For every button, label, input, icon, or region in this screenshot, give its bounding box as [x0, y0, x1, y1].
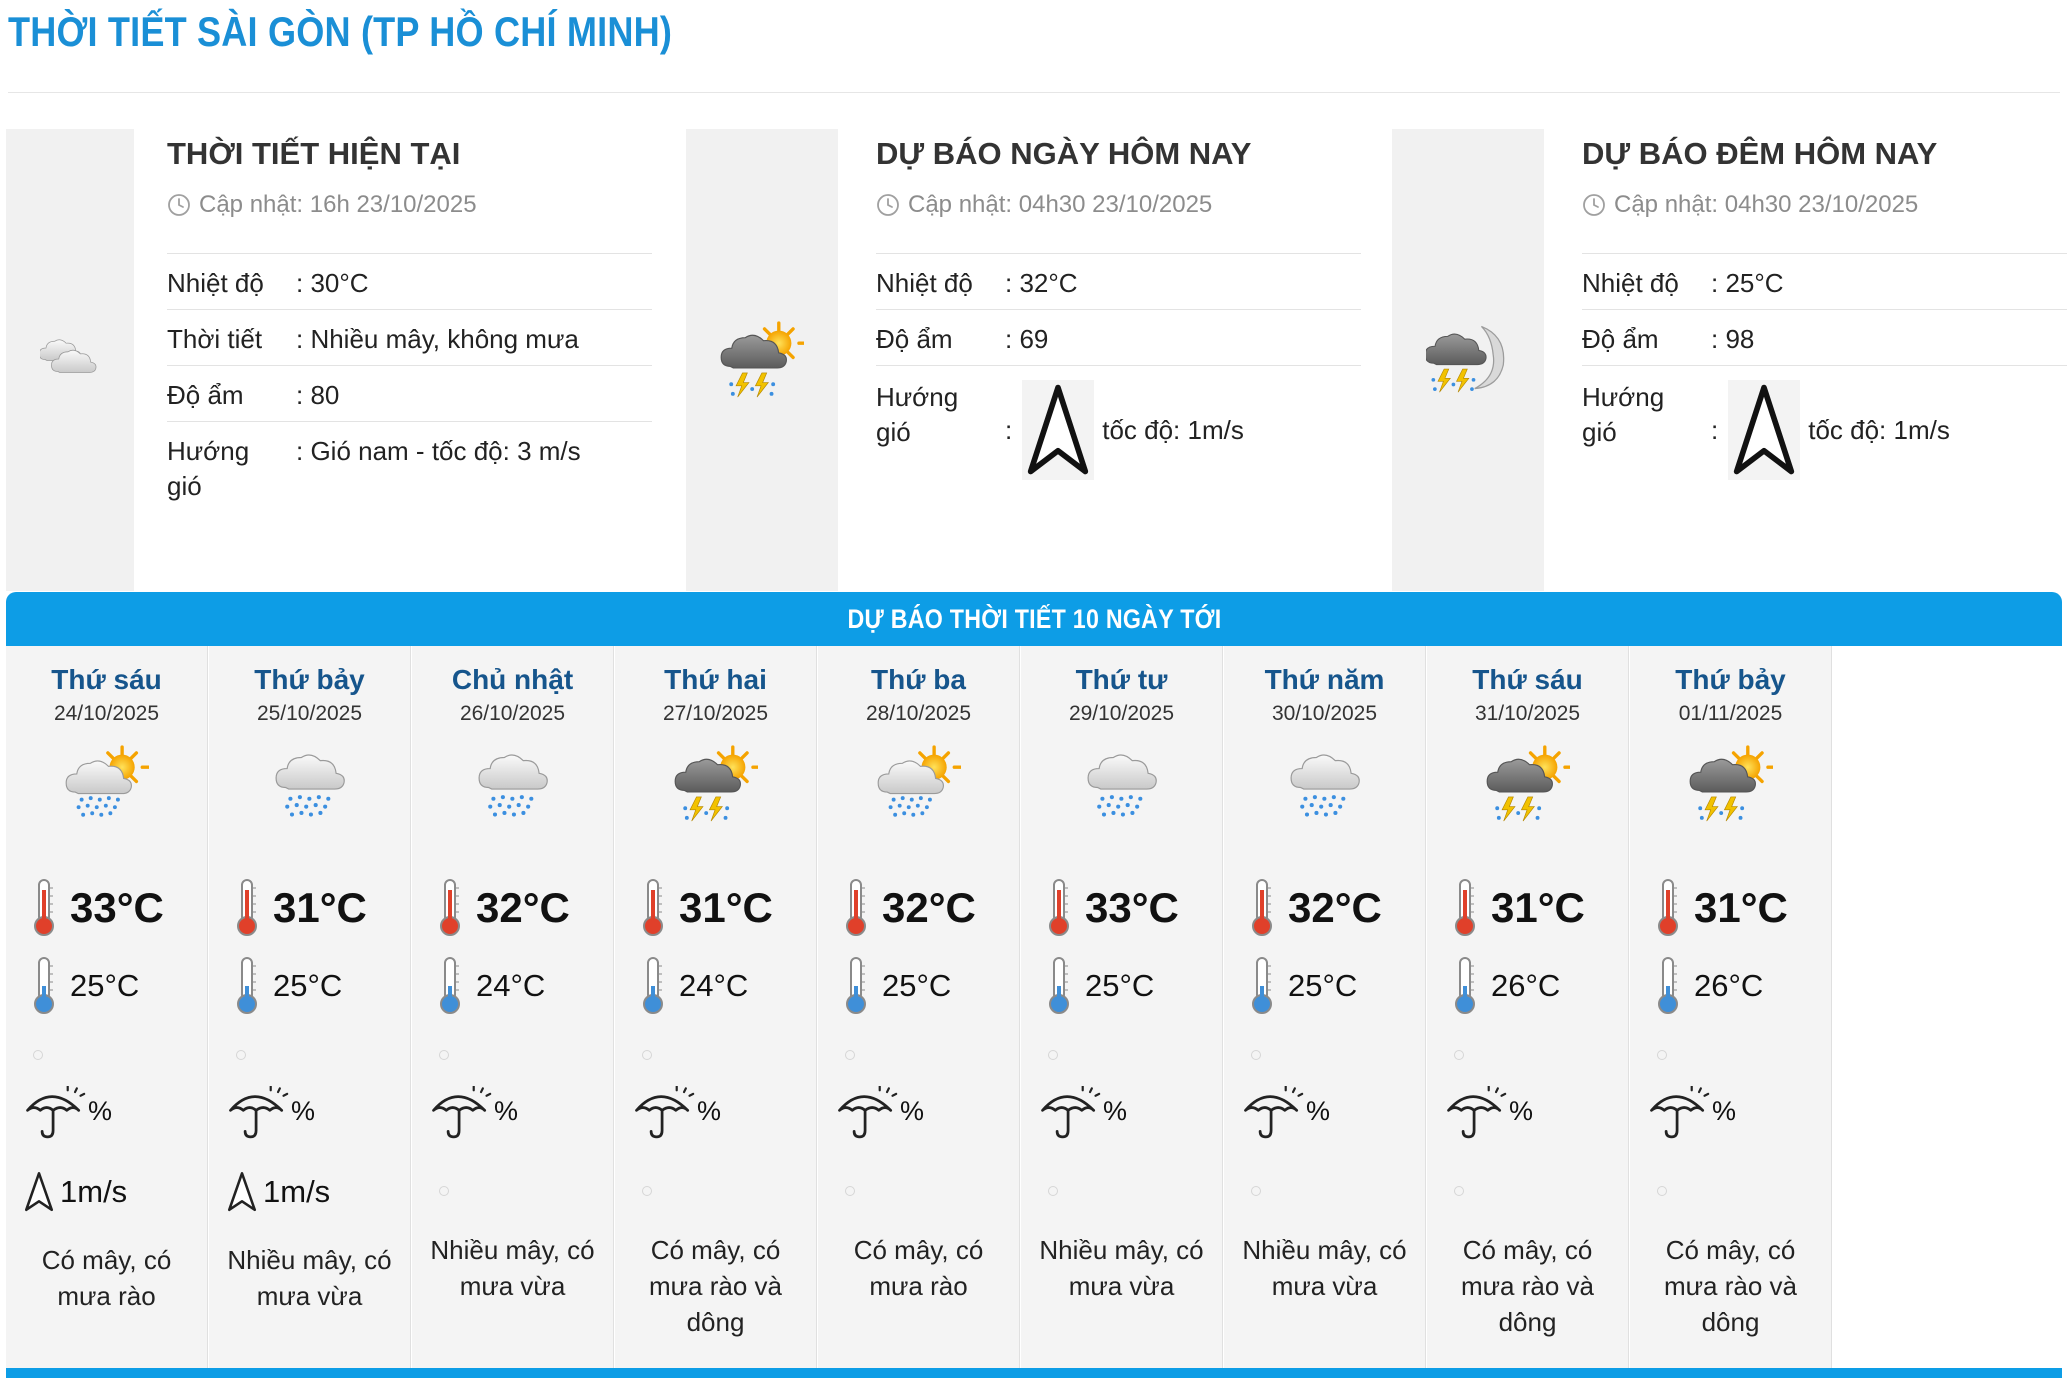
placeholder-dot	[1251, 1186, 1261, 1196]
forecast-day[interactable]	[1427, 646, 1629, 1368]
update-time	[876, 187, 1361, 223]
thermometer-cold-icon	[32, 956, 56, 1016]
day-date: 30/10/2025	[1271, 702, 1378, 725]
high-temp	[1250, 878, 1382, 938]
thunderstorm-sun-icon	[1486, 742, 1570, 826]
rain-sun-icon	[877, 742, 961, 826]
info-rows	[167, 253, 652, 512]
thermometer-cold-icon	[1656, 956, 1680, 1016]
day-name: Thứ sáu	[51, 664, 162, 695]
high-temp-value: 31°C	[1694, 884, 1788, 931]
high-temp-value: 32°C	[476, 884, 570, 931]
forecast-grid	[6, 646, 2062, 1368]
forecast-day[interactable]	[1021, 646, 1223, 1368]
rain-chance	[1037, 1086, 1127, 1142]
low-temp	[1656, 956, 1763, 1016]
placeholder-dot	[1251, 1050, 1261, 1060]
forecast-day[interactable]	[412, 646, 614, 1368]
high-temp-value: 33°C	[70, 884, 164, 931]
placeholder-dot	[1657, 1050, 1667, 1060]
day-date: 24/10/2025	[53, 702, 160, 725]
placeholder-dot	[642, 1186, 652, 1196]
umbrella-icon	[631, 1086, 695, 1142]
row-value	[991, 380, 1361, 480]
wind-direction-box	[1728, 380, 1800, 480]
day-description: Nhiều mây, có mưa vừa	[1039, 1235, 1204, 1301]
day-description: Có mây, có mưa rào và dông	[1460, 1235, 1594, 1337]
clock-icon	[876, 193, 900, 217]
thermometer-hot-icon	[438, 878, 462, 938]
rain-chance	[22, 1086, 112, 1142]
umbrella-icon	[1646, 1086, 1710, 1142]
rain-chance	[1240, 1086, 1330, 1142]
cloudy-icon	[40, 330, 100, 390]
thermometer-hot-icon	[32, 878, 56, 938]
low-temp	[235, 956, 342, 1016]
page-title: THỜI TIẾT SÀI GÒN (TP HỒ CHÍ MINH)	[8, 8, 673, 55]
row-value: : 32°C	[1005, 268, 1078, 298]
row-value: : 25°C	[1711, 268, 1784, 298]
high-temp	[1453, 878, 1585, 938]
forecast-day[interactable]	[209, 646, 411, 1368]
info-row-wind	[1582, 366, 2067, 488]
wind-speed: tốc độ: 1m/s	[1808, 414, 1950, 445]
placeholder-dot	[236, 1050, 246, 1060]
thermometer-hot-icon	[1656, 878, 1680, 938]
thermometer-cold-icon	[1047, 956, 1071, 1016]
umbrella-icon	[428, 1086, 492, 1142]
tonight-forecast-info	[1582, 129, 2067, 488]
thunderstorm-sun-icon	[1689, 742, 1773, 826]
row-label: Nhiệt độ	[1582, 268, 1679, 298]
low-temp	[1047, 956, 1154, 1016]
rain-chance	[631, 1086, 721, 1142]
row-label: Nhiệt độ	[167, 268, 264, 298]
low-temp-value: 26°C	[1491, 968, 1561, 1003]
day-description: Có mây, có mưa rào và dông	[1663, 1235, 1797, 1337]
high-temp	[438, 878, 570, 938]
umbrella-icon	[1240, 1086, 1304, 1142]
today-forecast-info	[876, 129, 1361, 488]
high-temp-value: 31°C	[273, 884, 367, 931]
rain-chance-value: %	[1306, 1096, 1331, 1126]
info-row-humidity	[167, 366, 652, 422]
row-label: Độ ẩm	[876, 324, 953, 354]
row-label: Độ ẩm	[1582, 324, 1659, 354]
row-label: Thời tiết	[167, 324, 263, 354]
thermometer-hot-icon	[1250, 878, 1274, 938]
row-label: Hướng gió	[876, 382, 959, 447]
rain-chance-value: %	[697, 1096, 722, 1126]
low-temp-value: 24°C	[679, 968, 749, 1003]
low-temp	[844, 956, 951, 1016]
high-temp-value: 31°C	[679, 884, 773, 931]
rain-chance	[225, 1086, 315, 1142]
panel-heading: THỜI TIẾT HIỆN TẠI	[167, 136, 461, 171]
high-temp	[641, 878, 773, 938]
rain-sun-icon	[65, 742, 149, 826]
day-name: Thứ ba	[871, 664, 966, 695]
day-name: Thứ năm	[1264, 664, 1385, 695]
title-divider	[8, 92, 2060, 93]
day-name: Thứ sáu	[1472, 664, 1583, 695]
rain-chance-value: %	[900, 1096, 925, 1126]
update-time-text: Cập nhật: 16h 23/10/2025	[199, 191, 477, 218]
update-time-text: Cập nhật: 04h30 23/10/2025	[908, 191, 1213, 218]
wind	[22, 1170, 127, 1214]
day-date: 26/10/2025	[459, 702, 566, 725]
placeholder-dot	[845, 1050, 855, 1060]
umbrella-icon	[1037, 1086, 1101, 1142]
low-temp-value: 25°C	[70, 968, 140, 1003]
high-temp-value: 32°C	[1288, 884, 1382, 931]
low-temp-value: 25°C	[1085, 968, 1155, 1003]
tonight-icon-column	[1392, 129, 1544, 591]
wind-speed: 1m/s	[263, 1174, 331, 1209]
info-row-wind	[167, 422, 652, 512]
rain-icon	[1283, 742, 1367, 826]
high-temp	[32, 878, 164, 938]
low-temp-value: 25°C	[882, 968, 952, 1003]
wind-direction-box	[1022, 380, 1094, 480]
row-value: : Gió nam - tốc độ: 3 m/s	[296, 436, 581, 466]
day-description: Nhiều mây, có mưa vừa	[227, 1245, 392, 1311]
day-description: Nhiều mây, có mưa vừa	[1242, 1235, 1407, 1301]
panel-heading: DỰ BÁO ĐÊM HÔM NAY	[1582, 136, 1938, 171]
info-rows	[1582, 253, 2067, 488]
thermometer-cold-icon	[1453, 956, 1477, 1016]
rain-chance-value: %	[1509, 1096, 1534, 1126]
forecast-empty-area	[1833, 646, 2062, 1368]
umbrella-icon	[834, 1086, 898, 1142]
current-weather-icon-column	[6, 129, 134, 591]
wind-speed: 1m/s	[60, 1174, 128, 1209]
thunderstorm-sun-icon	[720, 318, 804, 402]
high-temp	[844, 878, 976, 938]
row-value: : Nhiều mây, không mưa	[296, 324, 579, 354]
rain-chance	[428, 1086, 518, 1142]
placeholder-dot	[439, 1050, 449, 1060]
placeholder-dot	[845, 1186, 855, 1196]
colon: :	[1005, 414, 1013, 445]
low-temp-value: 25°C	[1288, 968, 1358, 1003]
placeholder-dot	[1048, 1050, 1058, 1060]
colon: :	[1711, 414, 1719, 445]
today-icon-column	[686, 129, 838, 591]
info-rows	[876, 253, 1361, 488]
row-label: Hướng gió	[167, 436, 250, 501]
rain-icon	[471, 742, 555, 826]
day-description: Có mây, có mưa rào	[41, 1245, 172, 1311]
info-row-temperature	[1582, 254, 2067, 310]
umbrella-icon	[22, 1086, 86, 1142]
thermometer-hot-icon	[235, 878, 259, 938]
info-row-wind	[876, 366, 1361, 488]
rain-chance	[834, 1086, 924, 1142]
rain-chance-value: %	[88, 1096, 113, 1126]
wind-direction-arrow-icon	[225, 1170, 259, 1214]
day-name: Chủ nhật	[451, 664, 574, 695]
low-temp-value: 26°C	[1694, 968, 1764, 1003]
rain-chance-value: %	[1712, 1096, 1737, 1126]
day-description: Có mây, có mưa rào	[853, 1235, 984, 1301]
thermometer-cold-icon	[844, 956, 868, 1016]
info-row-condition	[167, 310, 652, 366]
wind-direction-arrow-icon	[1025, 382, 1091, 478]
clock-icon	[1582, 193, 1606, 217]
placeholder-dot	[1657, 1186, 1667, 1196]
row-value: : 98	[1711, 324, 1755, 354]
high-temp-value: 32°C	[882, 884, 976, 931]
thunderstorm-night-icon	[1426, 318, 1510, 402]
rain-chance	[1443, 1086, 1533, 1142]
day-name: Thứ bảy	[1675, 664, 1786, 695]
high-temp-value: 31°C	[1491, 884, 1585, 931]
placeholder-dot	[439, 1186, 449, 1196]
high-temp	[235, 878, 367, 938]
rain-icon	[268, 742, 352, 826]
high-temp	[1047, 878, 1179, 938]
day-date: 28/10/2025	[865, 702, 972, 725]
low-temp	[32, 956, 139, 1016]
umbrella-icon	[225, 1086, 289, 1142]
day-date: 31/10/2025	[1474, 702, 1581, 725]
rain-chance-value: %	[494, 1096, 519, 1126]
day-date: 25/10/2025	[256, 702, 363, 725]
placeholder-dot	[1048, 1186, 1058, 1196]
high-temp-value: 33°C	[1085, 884, 1179, 931]
placeholder-dot	[1454, 1050, 1464, 1060]
umbrella-icon	[1443, 1086, 1507, 1142]
thermometer-hot-icon	[844, 878, 868, 938]
rain-chance	[1646, 1086, 1736, 1142]
current-weather-info	[167, 129, 652, 512]
day-name: Thứ tư	[1075, 664, 1168, 695]
clock-icon	[167, 193, 191, 217]
day-name: Thứ bảy	[254, 664, 365, 695]
low-temp-value: 25°C	[273, 968, 343, 1003]
update-time-text: Cập nhật: 04h30 23/10/2025	[1614, 191, 1919, 218]
thermometer-cold-icon	[438, 956, 462, 1016]
day-description: Nhiều mây, có mưa vừa	[430, 1235, 595, 1301]
rain-chance-value: %	[291, 1096, 316, 1126]
rain-icon	[1080, 742, 1164, 826]
day-date: 01/11/2025	[1678, 702, 1783, 725]
row-value	[1697, 380, 2067, 480]
forecast-header-bar	[6, 592, 2062, 646]
low-temp	[1250, 956, 1357, 1016]
thunderstorm-sun-icon	[674, 742, 758, 826]
high-temp	[1656, 878, 1788, 938]
row-label: Độ ẩm	[167, 380, 244, 410]
row-label: Hướng gió	[1582, 382, 1665, 447]
thermometer-cold-icon	[235, 956, 259, 1016]
thermometer-cold-icon	[1250, 956, 1274, 1016]
thermometer-hot-icon	[641, 878, 665, 938]
info-row-humidity	[876, 310, 1361, 366]
forecast-day[interactable]	[1224, 646, 1426, 1368]
row-value: : 80	[296, 380, 340, 410]
thermometer-hot-icon	[1047, 878, 1071, 938]
placeholder-dot	[642, 1050, 652, 1060]
day-name: Thứ hai	[664, 664, 767, 695]
wind-speed: tốc độ: 1m/s	[1102, 414, 1244, 445]
low-temp	[641, 956, 748, 1016]
thermometer-cold-icon	[641, 956, 665, 1016]
wind-direction-arrow-icon	[22, 1170, 56, 1214]
row-label: Nhiệt độ	[876, 268, 973, 298]
panel-heading: DỰ BÁO NGÀY HÔM NAY	[876, 136, 1252, 171]
forecast-day[interactable]	[6, 646, 208, 1368]
row-value: : 69	[1005, 324, 1049, 354]
day-date: 27/10/2025	[662, 702, 769, 725]
rain-chance-value: %	[1103, 1096, 1128, 1126]
day-date: 29/10/2025	[1068, 702, 1175, 725]
day-description: Có mây, có mưa rào và dông	[648, 1235, 782, 1337]
wind-direction-arrow-icon	[1731, 382, 1797, 478]
forecast-title: DỰ BÁO THỜI TIẾT 10 NGÀY TỚI	[846, 603, 1222, 634]
thermometer-hot-icon	[1453, 878, 1477, 938]
update-time	[1582, 187, 2067, 223]
info-row-humidity	[1582, 310, 2067, 366]
update-time	[167, 187, 652, 223]
placeholder-dot	[33, 1050, 43, 1060]
low-temp	[438, 956, 545, 1016]
info-row-temperature	[876, 254, 1361, 310]
bottom-bar	[6, 1368, 2062, 1378]
wind	[225, 1170, 330, 1214]
row-value: : 30°C	[296, 268, 369, 298]
forecast-day[interactable]	[615, 646, 817, 1368]
forecast-day[interactable]	[1630, 646, 1832, 1368]
low-temp	[1453, 956, 1560, 1016]
placeholder-dot	[1454, 1186, 1464, 1196]
low-temp-value: 24°C	[476, 968, 546, 1003]
forecast-day[interactable]	[818, 646, 1020, 1368]
info-row-temperature	[167, 254, 652, 310]
